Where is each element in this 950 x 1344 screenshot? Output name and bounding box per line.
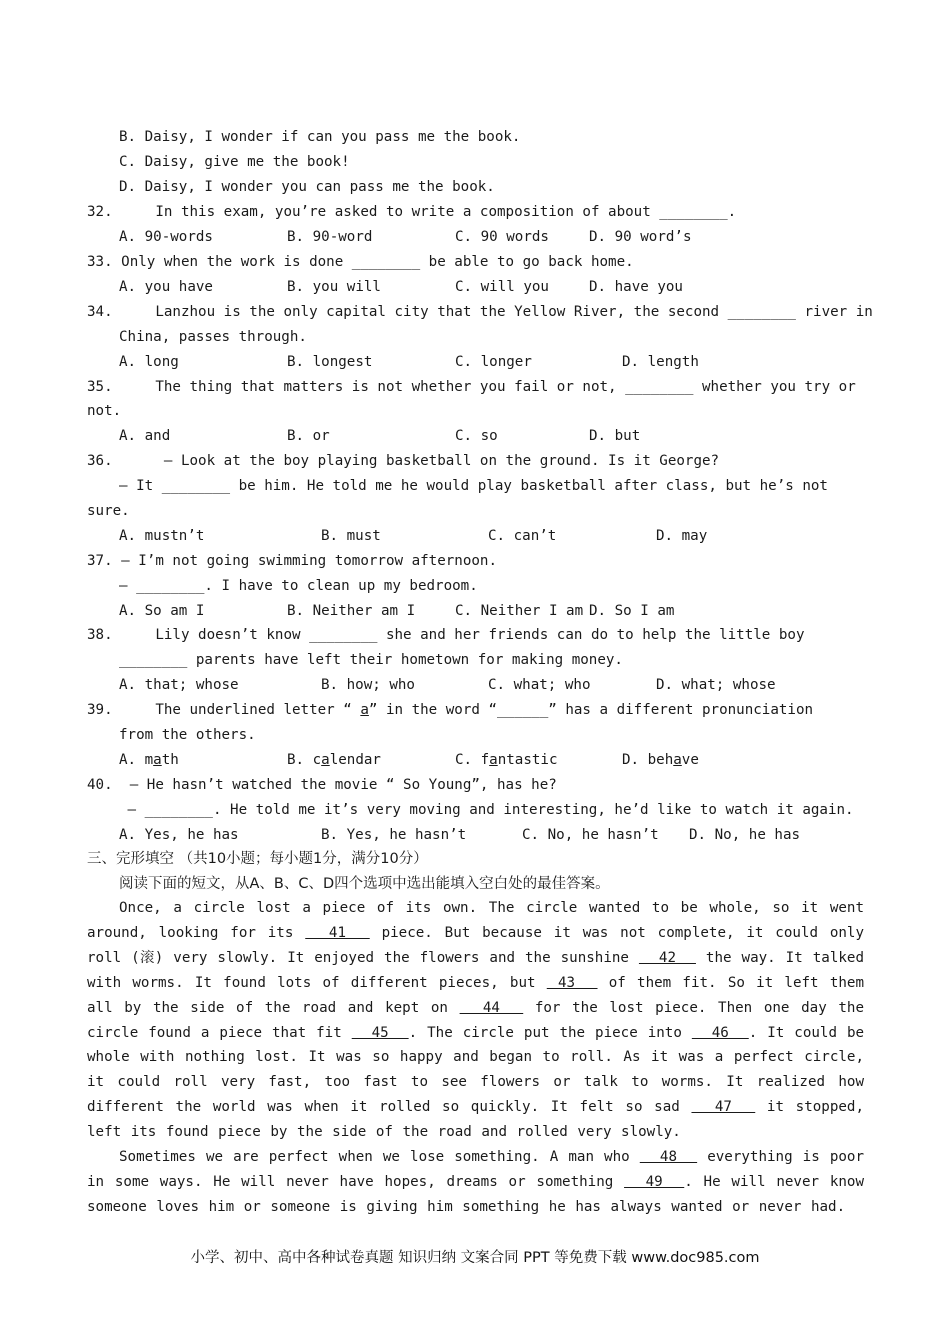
passage-paragraph-2: Sometimes we are perfect when we lose something. A man who 48 everything is poor in some ways. He will never have hopes, dreams or something 49 . He will never know someone loves him or someone is giving him something he has always wanted or never had. xyxy=(87,1149,864,1215)
q33-stem: 33. Only when the work is done ________ be able to go back home. xyxy=(87,254,634,270)
q38-option-a: A. that; whose xyxy=(119,677,239,693)
q36-option-d: D. may xyxy=(656,528,708,544)
q32-stem: 32. In this exam, you’re asked to write a composition of about ________. xyxy=(87,204,737,220)
q36-option-a: A. mustn’t xyxy=(119,528,205,544)
q34-option-d: D. length xyxy=(622,354,699,370)
q37-stem: 37. — I’m not going swimming tomorrow afternoon. xyxy=(87,553,497,569)
section-instruction: 阅读下面的短文，从A、B、C、D四个选项中选出能填入空白处的最佳答案。 xyxy=(119,876,610,892)
blank-43: 43 xyxy=(546,974,598,991)
blank-46: 46 xyxy=(691,1024,749,1041)
footer-watermark: 小学、初中、高中各种试卷真题 知识归纳 文案合同 PPT 等免费下载 www.doc985.com xyxy=(190,1250,760,1266)
q39-option-c: C. fantastic xyxy=(455,752,558,768)
q35-option-c: C. so xyxy=(455,428,498,444)
passage-paragraph-1: Once, a circle lost a piece of its own. The circle wanted to be whole, so it went around, looking for its 41 piece. But because it was not complete, it could only roll (滚) very slowly. It enjoyed the flowers and the sunshine 42 the way. It talked with worms. It found lots of different pieces, but 43 of them fit. So it left them all by the side of the road and kept on 44 for the lost piece. Then one day the circle found a piece that fit 45 . The circle put the piece into 46 . It could be whole with nothing lost. It was so happy and began to roll. As it was a perfect circle, it could roll very fast, too fast to see flowers or talk to worms. It realized how different the world was when it rolled so quickly. It felt so sad 47 it stopped, left its found piece by the side of the road and rolled very slowly. xyxy=(87,900,865,1141)
blank-41: 41 xyxy=(305,924,370,941)
q35-option-b: B. or xyxy=(287,428,330,444)
q31-option-c: C. Daisy, give me the book! xyxy=(119,154,350,170)
q39-underlined-letter: a xyxy=(360,702,369,718)
section-heading: 三、完形填空 （共10小题；每小题1分，满分10分） xyxy=(87,851,428,867)
q34-option-c: C. longer xyxy=(455,354,532,370)
q34-option-a: A. long xyxy=(119,354,179,370)
q33-option-b: B. you will xyxy=(287,279,381,295)
q38-option-b: B. how; who xyxy=(321,677,415,693)
q37-option-c: C. Neither I am xyxy=(455,603,584,619)
q33-option-d: D. have you xyxy=(589,279,683,295)
q37-stem-cont: — ________. I have to clean up my bedroom. xyxy=(119,578,478,594)
q37-option-b: B. Neither am I xyxy=(287,603,416,619)
q32-option-c: C. 90 words xyxy=(455,229,549,245)
q39-option-d: D. behave xyxy=(622,752,699,768)
q38-option-c: C. what; who xyxy=(488,677,591,693)
q38-stem-cont: ________ parents have left their hometown for making money. xyxy=(119,652,623,668)
blank-44: 44 xyxy=(459,999,524,1016)
q40-option-c: C. No, he hasn’t xyxy=(522,827,659,843)
q33-option-a: A. you have xyxy=(119,279,213,295)
q36-stem-cont: — It ________ be him. He told me he would play basketball after class, but he’s not xyxy=(119,478,828,494)
q32-option-a: A. 90-words xyxy=(119,229,213,245)
blank-49: 49 xyxy=(624,1173,685,1190)
blank-45: 45 xyxy=(351,1024,409,1041)
blank-48: 48 xyxy=(639,1149,698,1165)
q36-option-c: C. can’t xyxy=(488,528,557,544)
q32-option-b: B. 90-word xyxy=(287,229,373,245)
q40-option-b: B. Yes, he hasn’t xyxy=(321,827,467,843)
blank-42: 42 xyxy=(638,949,696,966)
q33-option-c: C. will you xyxy=(455,279,549,295)
q36-stem-cont2: sure. xyxy=(87,503,130,519)
q35-stem: 35. The thing that matters is not whether you fail or not, ________ whether you try or xyxy=(87,379,856,395)
q38-option-d: D. what; whose xyxy=(656,677,776,693)
q34-option-b: B. longest xyxy=(287,354,373,370)
q36-stem: 36. — Look at the boy playing basketball on the ground. Is it George? xyxy=(87,453,720,469)
q32-option-d: D. 90 word’s xyxy=(589,229,692,245)
q39-stem-cont: from the others. xyxy=(119,727,256,743)
q38-stem: 38. Lily doesn’t know ________ she and her friends can do to help the little boy xyxy=(87,627,805,643)
q31-option-d: D. Daisy, I wonder you can pass me the book. xyxy=(119,179,495,195)
q40-stem: 40. — He hasn’t watched the movie “ So Young”, has he? xyxy=(87,777,557,793)
q39-stem: 39. The underlined letter “ a” in the word “______” has a different pronunciation xyxy=(87,702,814,718)
blank-47: 47 xyxy=(691,1099,756,1116)
q35-stem-cont: not. xyxy=(87,403,122,419)
q31-option-b: B. Daisy, I wonder if can you pass me the book. xyxy=(119,129,521,145)
q40-stem-cont: — ________. He told me it’s very moving and interesting, he’d like to watch it again. xyxy=(119,802,854,818)
q39-option-a: A. math xyxy=(119,752,179,768)
q35-option-d: D. but xyxy=(589,428,641,444)
q37-option-a: A. So am I xyxy=(119,603,205,619)
q40-option-d: D. No, he has xyxy=(689,827,801,843)
q39-option-b: B. calendar xyxy=(287,752,381,768)
q34-stem: 34. Lanzhou is the only capital city that the Yellow River, the second ________ river in xyxy=(87,304,873,320)
q37-option-d: D. So I am xyxy=(589,603,675,619)
q35-option-a: A. and xyxy=(119,428,171,444)
q36-option-b: B. must xyxy=(321,528,381,544)
q40-option-a: A. Yes, he has xyxy=(119,827,239,843)
q34-stem-cont: China, passes through. xyxy=(119,329,307,345)
